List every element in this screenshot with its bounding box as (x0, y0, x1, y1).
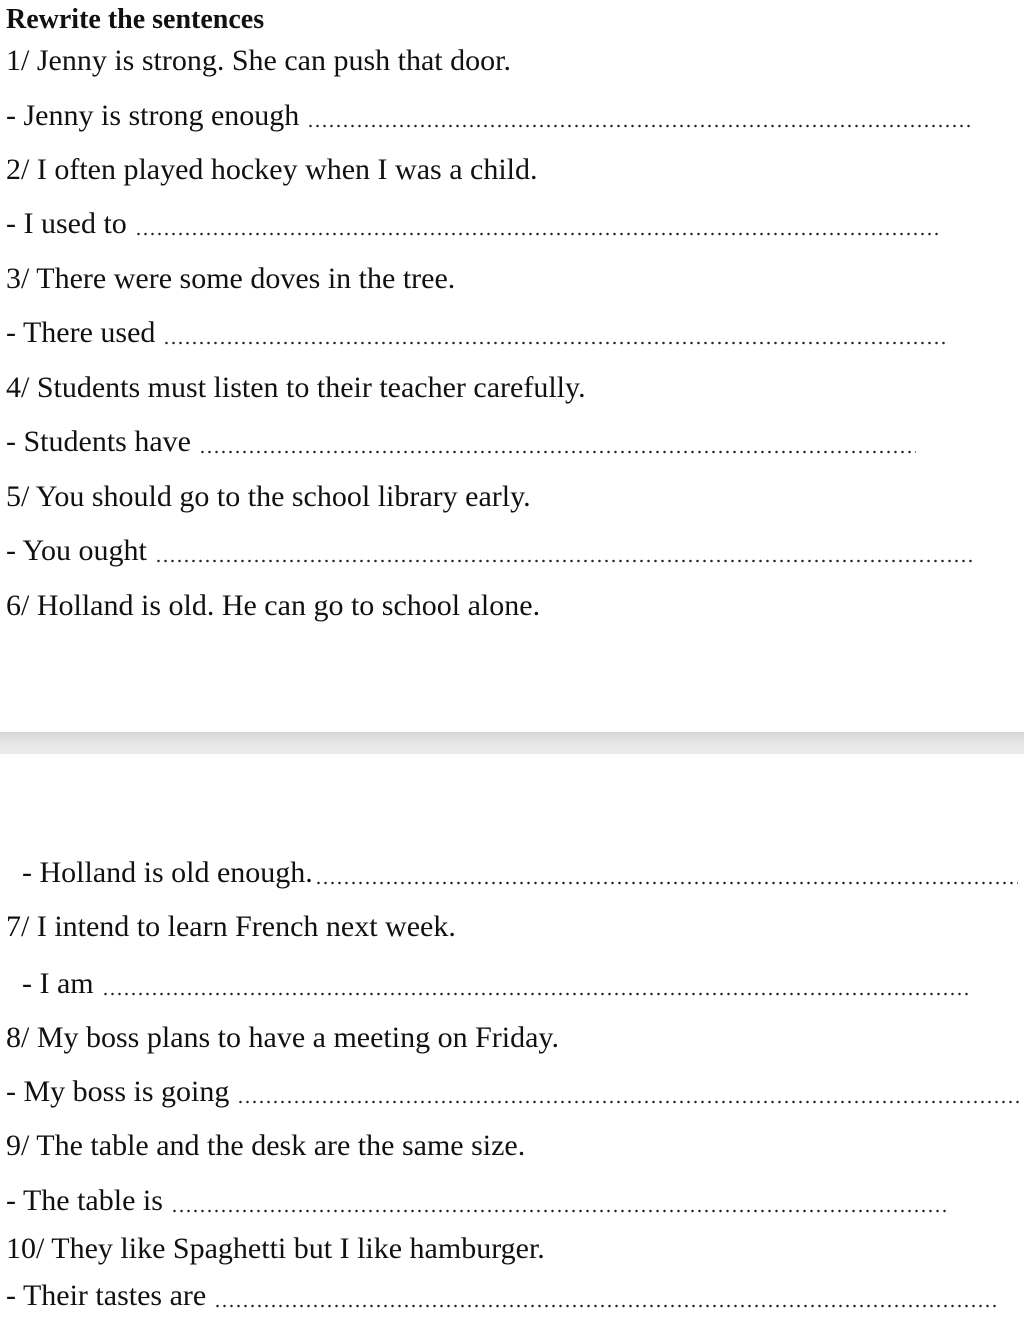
question-6-prompt: 6/ Holland is old. He can go to school alone. (6, 589, 541, 622)
answer-10-blank[interactable] (214, 1304, 996, 1308)
question-8-prompt: 8/ My boss plans to have a meeting on Friday. (6, 1021, 559, 1054)
answer-5-blank[interactable] (155, 559, 974, 563)
answer-6-start: - Holland is old enough. (22, 856, 313, 889)
answer-line-8[interactable] (6, 1072, 1020, 1112)
question-4-prompt: 4/ Students must listen to their teacher carefully. (6, 371, 586, 404)
answer-line-1[interactable] (6, 96, 972, 136)
answer-4-start: - Students have (6, 425, 191, 458)
answer-4-blank[interactable] (199, 450, 916, 454)
page-separator (0, 732, 1024, 754)
question-1-prompt: 1/ Jenny is strong. She can push that door. (6, 44, 511, 77)
question-3-prompt: 3/ There were some doves in the tree. (6, 262, 456, 295)
answer-line-2[interactable] (6, 204, 942, 244)
answer-line-5[interactable] (6, 531, 974, 571)
answer-8-blank[interactable] (237, 1100, 1020, 1104)
answer-1-start: - Jenny is strong enough (6, 99, 300, 132)
answer-line-10[interactable] (6, 1276, 996, 1316)
answer-5-start: - You ought (6, 534, 147, 567)
question-5-prompt: 5/ You should go to the school library early. (6, 480, 531, 513)
question-7-prompt: 7/ I intend to learn French next week. (6, 910, 456, 943)
answer-2-blank[interactable] (135, 232, 942, 236)
question-2-prompt: 2/ I often played hockey when I was a child. (6, 153, 538, 186)
answer-8-start: - My boss is going (6, 1075, 230, 1108)
question-10-prompt: 10/ They like Spaghetti but I like hamburger. (6, 1232, 545, 1265)
answer-10-start: - Their tastes are (6, 1279, 207, 1312)
answer-line-7[interactable] (22, 964, 972, 1004)
worksheet-title: Rewrite the sentences (6, 4, 265, 35)
answer-7-blank[interactable] (102, 992, 972, 996)
answer-3-blank[interactable] (163, 341, 948, 345)
answer-line-6[interactable] (22, 853, 1018, 893)
answer-line-4[interactable] (6, 422, 916, 462)
answer-line-9[interactable] (6, 1181, 948, 1221)
answer-line-3[interactable] (6, 313, 948, 353)
question-9-prompt: 9/ The table and the desk are the same size. (6, 1129, 526, 1162)
answer-9-blank[interactable] (171, 1209, 948, 1213)
answer-3-start: - There used (6, 316, 156, 349)
answer-1-blank[interactable] (307, 124, 972, 128)
answer-6-blank[interactable] (315, 881, 1018, 885)
answer-9-start: - The table is (6, 1184, 163, 1217)
answer-2-start: - I used to (6, 207, 127, 240)
answer-7-start: - I am (22, 967, 94, 1000)
worksheet-page-2 (0, 754, 1024, 1319)
